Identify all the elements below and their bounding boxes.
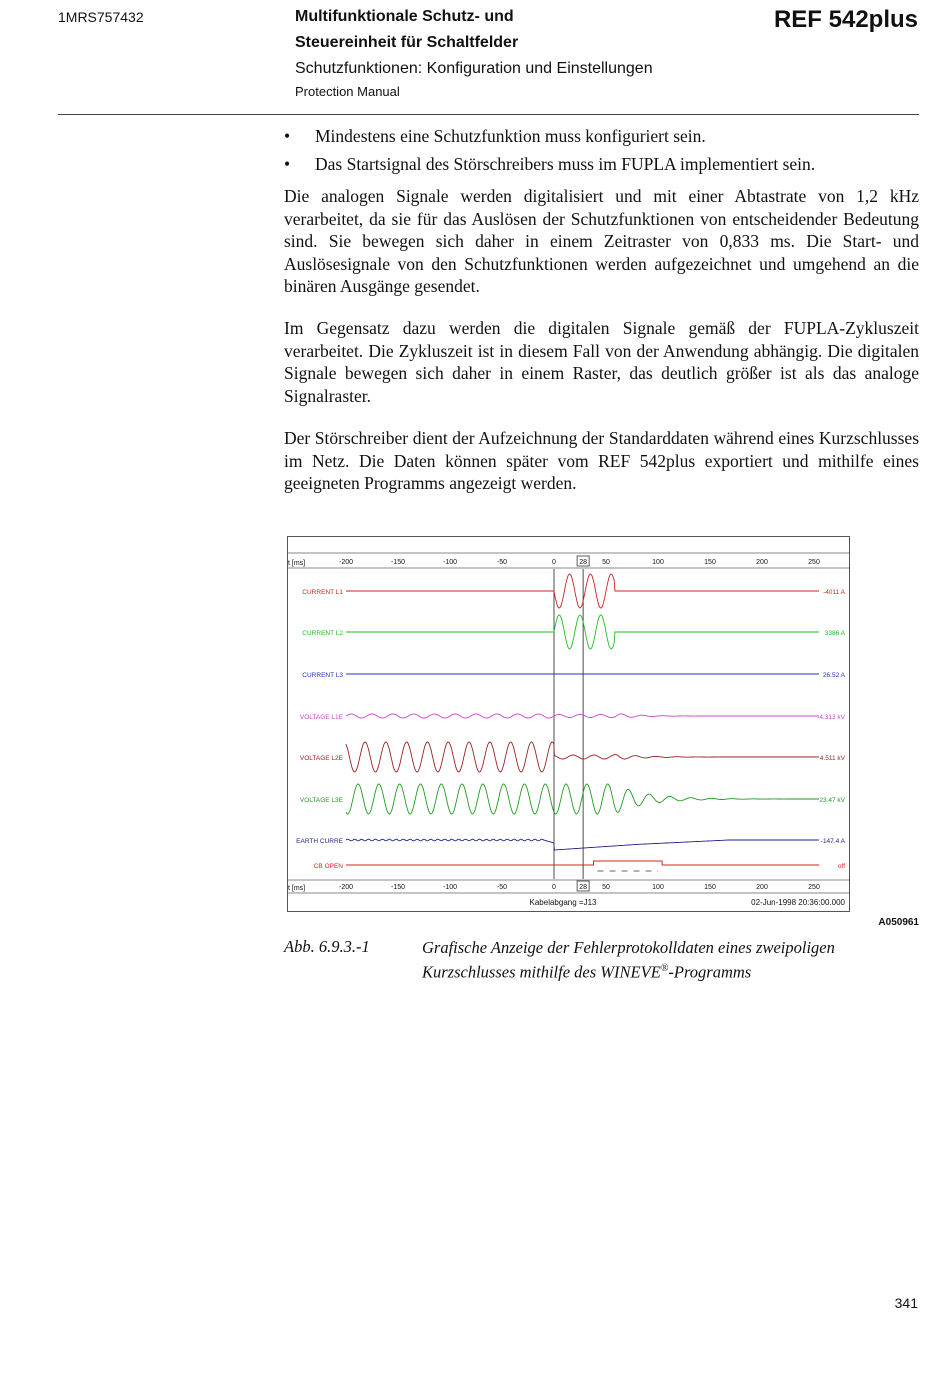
axis-tick-label: 100 <box>652 884 664 891</box>
figure-id: A050961 <box>878 917 919 928</box>
record-timestamp: 02-Jun-1998 20:36:00.000 <box>751 898 845 907</box>
axis-tick-label: 50 <box>602 884 610 891</box>
axis-tick-label: -100 <box>442 559 458 566</box>
body-paragraph: Im Gegensatz dazu werden die digitalen Signale gemäß der FUPLA-Zykluszeit verarbeitet. Die Zykluszeit ist in diesem Fall von der Anwendung abhängig. Die digitalen Signale bewegen sich daher in einem Raster, das deutlich größer ist als das analoge Signalraster. <box>284 318 919 406</box>
channel-name: VOLTAGE L2E <box>299 755 343 762</box>
channel-value: off <box>837 863 845 870</box>
axis-tick-label: 200 <box>756 559 768 566</box>
channel-name: CURRENT L1 <box>302 589 343 596</box>
bullet-text: Mindestens eine Schutzfunktion muss konfiguriert sein. <box>315 126 706 146</box>
channel-name: VOLTAGE L3E <box>299 797 343 804</box>
bullet-dot-icon: • <box>284 126 291 146</box>
axis-tick-label: 150 <box>704 559 716 566</box>
axis-tick-label: -200 <box>338 559 354 566</box>
header-divider <box>58 114 919 115</box>
axis-tick-label: 250 <box>808 559 820 566</box>
channel-value: -4011 A <box>823 589 845 596</box>
body-paragraph: Der Störschreiber dient der Aufzeichnung der Standarddaten während eines Kurzschlusses im Netz. Die Daten können später vom REF 542plus exportiert und mithilfe eines geeigneten Programms angezeigt werden. <box>284 428 919 493</box>
channel-name: CB OPEN <box>313 863 343 870</box>
top-axis-label: t [ms] <box>288 560 306 567</box>
caption-line1: Grafische Anzeige der Fehlerprotokolldaten eines zweipoligen <box>422 938 835 957</box>
header-manual-name: Protection Manual <box>295 84 400 99</box>
channel-value: 26.52 A <box>822 672 845 679</box>
channel-value: 4.511 kV <box>819 755 845 762</box>
axis-tick-label: 100 <box>652 559 664 566</box>
channel-value: 23.47 kV <box>819 797 845 804</box>
channel-name: VOLTAGE L1E <box>299 714 343 721</box>
document-id: 1MRS757432 <box>58 9 144 25</box>
axis-tick-label: 28 <box>579 559 588 566</box>
channel-value: -147.4 A <box>820 838 845 845</box>
axis-tick-label: 50 <box>602 559 610 566</box>
page-number: 341 <box>894 1295 918 1311</box>
axis-tick-label: -200 <box>338 884 354 891</box>
channel-name: EARTH CURRE <box>296 838 343 845</box>
header-title-line2: Steuereinheit für Schaltfelder <box>295 34 519 51</box>
body-paragraph: Die analogen Signale werden digitalisiert und mit einer Abtastrate von 1,2 kHz verarbeitet, da sie für das Auslösen der Schutzfunktionen von entscheidender Bedeutung sind. Sie bewegen sich daher in einem Zeitraster von 0,833 ms. Die Start- und Auslösesignale von den Schutzfunktionen werden aufgezeichnet und umgehend an die binären Ausgänge gesendet. <box>284 186 919 296</box>
axis-tick-label: -100 <box>442 884 458 891</box>
axis-tick-label: -50 <box>496 884 508 891</box>
header-title-line1: Multifunktionale Schutz- und <box>295 8 514 25</box>
disturbance-record-figure <box>287 536 850 912</box>
bottom-axis-label: t [ms] <box>288 885 306 892</box>
feeder-label: Kabelabgang =J13 <box>529 898 597 907</box>
channel-value: -4.313 kV <box>817 714 845 721</box>
caption-line2-end: -Programms <box>668 962 752 982</box>
product-name: REF 542plus <box>773 6 918 33</box>
channel-value: 3386 A <box>824 630 845 637</box>
axis-tick-label: 28 <box>579 884 588 891</box>
axis-tick-label: -50 <box>496 559 508 566</box>
axis-tick-label: 0 <box>552 559 556 566</box>
bullet-text: Das Startsignal des Störschreibers muss im FUPLA implementiert sein. <box>315 154 816 174</box>
axis-tick-label: 250 <box>808 884 820 891</box>
caption-line2 <box>422 958 902 983</box>
bullet-dot-icon: • <box>284 154 291 174</box>
axis-tick-label: -150 <box>390 884 406 891</box>
figure-frame <box>288 537 850 912</box>
axis-tick-label: -150 <box>390 559 406 566</box>
axis-tick-label: 200 <box>756 884 768 891</box>
registered-mark: ® <box>660 963 669 974</box>
channel-name: CURRENT L2 <box>302 630 343 637</box>
header-section-title: Schutzfunktionen: Konfiguration und Einstellungen <box>295 60 653 77</box>
axis-tick-label: 150 <box>704 884 716 891</box>
channel-name: CURRENT L3 <box>302 672 343 679</box>
caption-text <box>422 937 902 983</box>
axis-tick-label: 0 <box>552 884 556 891</box>
caption-line2-start: Kurzschlusses mithilfe des WINEVE <box>422 962 661 982</box>
caption-number: Abb. 6.9.3.-1 <box>284 937 370 956</box>
